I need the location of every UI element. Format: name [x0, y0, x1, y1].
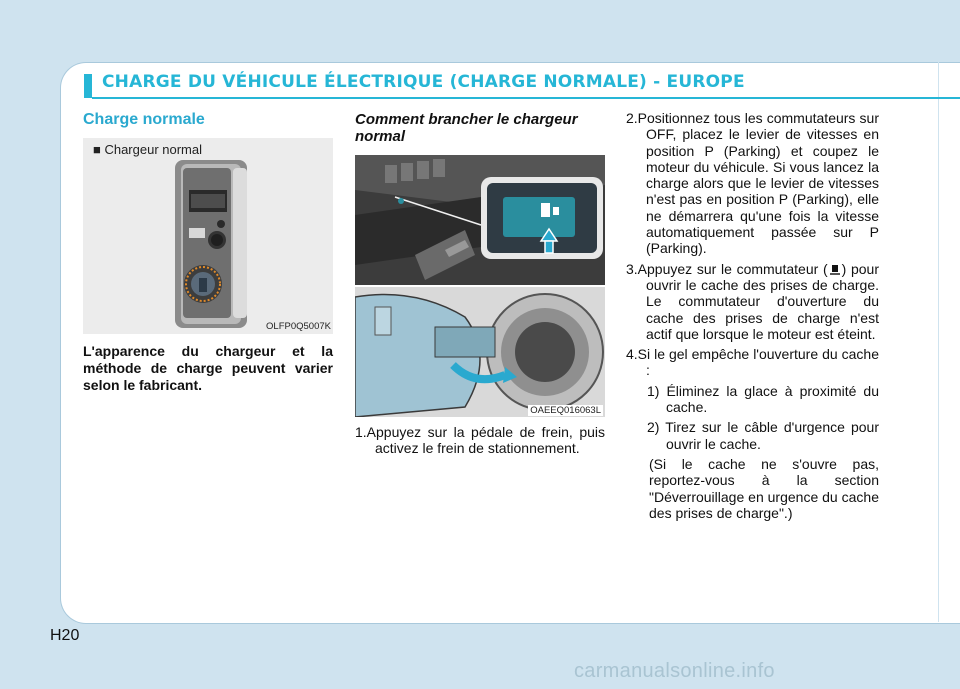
- charge-door-illustration: [355, 287, 605, 417]
- step-4-note: (Si le cache ne s'ouvre pas, reportez-vous à la section "Déverrouillage en urgence du cache des prises de charge".): [649, 455, 879, 521]
- figure-code: OAEEQ016063L: [530, 405, 601, 416]
- col2-steps: [355, 424, 605, 457]
- step-2: 2.Positionnez tous les commutateurs sur OFF, placez le levier de vitesses en position P (Parking) et coupez le moteur du véhicule. Si vous lancez la charge alors que le levier de vitesses n'est pas en position P (Parking), elle ne démarrera qu'une fois la vitesse automatiquement passée sur P (Parking).: [626, 110, 879, 257]
- title-underline: [92, 97, 960, 99]
- charge-door-figure: [355, 287, 605, 417]
- charge-door-switch-icon: [828, 264, 842, 276]
- section-title: CHARGE DU VÉHICULE ÉLECTRIQUE (CHARGE NORMALE) - EUROPE: [102, 72, 745, 92]
- charger-figure: [83, 138, 333, 334]
- margin-line: [938, 62, 939, 622]
- charger-illustration: [83, 138, 333, 334]
- step-3: [626, 261, 879, 342]
- step-3-text-a: 3.Appuyez sur le commutateur (: [626, 260, 828, 277]
- step-3-text-b: ) pour ouvrir le cache des prises de charge. Le commutateur d'ouverture du cache des prises de charge n'est actif que lorsque le moteur est éteint.: [646, 260, 879, 342]
- dashboard-illustration: [355, 155, 605, 285]
- page-number: H20: [50, 627, 80, 644]
- step-1: 1.Appuyez sur la pédale de frein, puis activez le frein de stationnement.: [355, 424, 605, 457]
- step-4: 4.Si le gel empêche l'ouverture du cache :: [626, 346, 879, 379]
- title-accent-bar: [84, 74, 92, 98]
- col2-heading: Comment brancher le chargeur normal: [355, 111, 578, 145]
- watermark: carmanualsonline.info: [574, 660, 775, 682]
- dashboard-figure: [355, 155, 605, 285]
- col3-steps: [626, 110, 879, 521]
- figure-code: OLFP0Q5007K: [266, 321, 331, 332]
- step-4-sub-1: 1) Éliminez la glace à proximité du cache.: [647, 382, 879, 416]
- col1-paragraph: L'apparence du chargeur et la méthode de charge peuvent varier selon le fabricant.: [83, 343, 333, 393]
- figure-caption: ■ Chargeur normal: [93, 142, 203, 157]
- step-4-sub-2: 2) Tirez sur le câble d'urgence pour ouvrir le cache.: [647, 419, 879, 452]
- col1-heading: Charge normale: [83, 111, 205, 128]
